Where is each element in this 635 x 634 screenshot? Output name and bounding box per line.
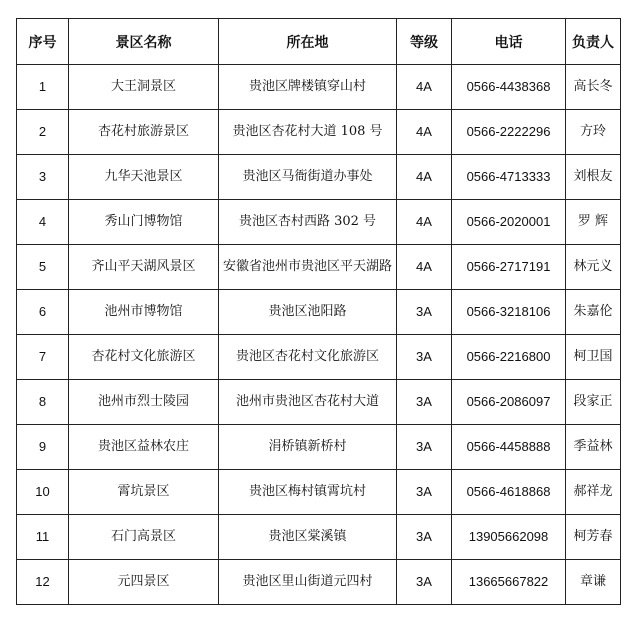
table-row xyxy=(17,200,621,245)
table-row xyxy=(17,560,621,605)
row-name: 石门高景区 xyxy=(69,515,219,560)
scenic-area-table xyxy=(16,18,621,605)
row-contact: 林元义 xyxy=(566,245,621,290)
row-grade: 4A xyxy=(397,200,452,245)
row-no: 11 xyxy=(17,515,69,560)
table-row xyxy=(17,515,621,560)
row-location: 安徽省池州市贵池区平天湖路 xyxy=(219,245,397,290)
table-row xyxy=(17,380,621,425)
row-grade: 3A xyxy=(397,425,452,470)
row-location: 贵池区杏花村大道 108 号 xyxy=(219,110,397,155)
row-name: 池州市博物馆 xyxy=(69,290,219,335)
row-grade: 3A xyxy=(397,290,452,335)
row-phone: 13905662098 xyxy=(452,515,566,560)
row-no: 12 xyxy=(17,560,69,605)
table-row xyxy=(17,290,621,335)
header-no: 序号 xyxy=(17,19,69,65)
row-name: 杏花村文化旅游区 xyxy=(69,335,219,380)
table-row xyxy=(17,335,621,380)
row-contact: 方玲 xyxy=(566,110,621,155)
row-name: 贵池区益林农庄 xyxy=(69,425,219,470)
row-phone: 0566-2222296 xyxy=(452,110,566,155)
table-row xyxy=(17,65,621,110)
row-location: 池州市贵池区杏花村大道 xyxy=(219,380,397,425)
row-no: 8 xyxy=(17,380,69,425)
row-location: 贵池区马衙街道办事处 xyxy=(219,155,397,200)
row-grade: 3A xyxy=(397,380,452,425)
row-name: 杏花村旅游景区 xyxy=(69,110,219,155)
row-no: 10 xyxy=(17,470,69,515)
table-row xyxy=(17,425,621,470)
row-grade: 3A xyxy=(397,470,452,515)
row-phone: 0566-3218106 xyxy=(452,290,566,335)
row-phone: 0566-2086097 xyxy=(452,380,566,425)
row-name: 秀山门博物馆 xyxy=(69,200,219,245)
row-name: 池州市烈士陵园 xyxy=(69,380,219,425)
row-phone: 13665667822 xyxy=(452,560,566,605)
row-location: 贵池区杏花村文化旅游区 xyxy=(219,335,397,380)
row-location: 贵池区牌楼镇穿山村 xyxy=(219,65,397,110)
row-contact: 郝祥龙 xyxy=(566,470,621,515)
header-row xyxy=(17,19,621,65)
header-name: 景区名称 xyxy=(69,19,219,65)
row-location: 涓桥镇新桥村 xyxy=(219,425,397,470)
row-contact: 高长冬 xyxy=(566,65,621,110)
row-phone: 0566-4438368 xyxy=(452,65,566,110)
row-no: 9 xyxy=(17,425,69,470)
table-row xyxy=(17,245,621,290)
row-no: 7 xyxy=(17,335,69,380)
row-no: 1 xyxy=(17,65,69,110)
row-contact: 罗 辉 xyxy=(566,200,621,245)
row-grade: 4A xyxy=(397,110,452,155)
row-contact: 柯芳春 xyxy=(566,515,621,560)
row-no: 3 xyxy=(17,155,69,200)
table-row xyxy=(17,470,621,515)
row-location: 贵池区杏村西路 302 号 xyxy=(219,200,397,245)
row-contact: 刘根友 xyxy=(566,155,621,200)
row-contact: 柯卫国 xyxy=(566,335,621,380)
row-phone: 0566-2020001 xyxy=(452,200,566,245)
row-phone: 0566-4713333 xyxy=(452,155,566,200)
row-name: 大王洞景区 xyxy=(69,65,219,110)
row-no: 4 xyxy=(17,200,69,245)
row-location: 贵池区池阳路 xyxy=(219,290,397,335)
row-name: 霄坑景区 xyxy=(69,470,219,515)
row-no: 6 xyxy=(17,290,69,335)
row-grade: 3A xyxy=(397,335,452,380)
table-row xyxy=(17,110,621,155)
row-name: 元四景区 xyxy=(69,560,219,605)
row-name: 九华天池景区 xyxy=(69,155,219,200)
row-contact: 朱嘉伦 xyxy=(566,290,621,335)
row-location: 贵池区棠溪镇 xyxy=(219,515,397,560)
row-grade: 4A xyxy=(397,245,452,290)
header-contact: 负责人 xyxy=(566,19,621,65)
row-contact: 段家正 xyxy=(566,380,621,425)
row-grade: 4A xyxy=(397,155,452,200)
row-location: 贵池区梅村镇霄坑村 xyxy=(219,470,397,515)
row-no: 5 xyxy=(17,245,69,290)
header-grade: 等级 xyxy=(397,19,452,65)
row-phone: 0566-4618868 xyxy=(452,470,566,515)
row-location: 贵池区里山街道元四村 xyxy=(219,560,397,605)
row-grade: 3A xyxy=(397,515,452,560)
row-contact: 章谦 xyxy=(566,560,621,605)
row-grade: 3A xyxy=(397,560,452,605)
header-location: 所在地 xyxy=(219,19,397,65)
row-phone: 0566-2717191 xyxy=(452,245,566,290)
header-phone: 电话 xyxy=(452,19,566,65)
row-phone: 0566-4458888 xyxy=(452,425,566,470)
row-contact: 季益林 xyxy=(566,425,621,470)
row-name: 齐山平天湖风景区 xyxy=(69,245,219,290)
table-row xyxy=(17,155,621,200)
row-phone: 0566-2216800 xyxy=(452,335,566,380)
row-grade: 4A xyxy=(397,65,452,110)
row-no: 2 xyxy=(17,110,69,155)
